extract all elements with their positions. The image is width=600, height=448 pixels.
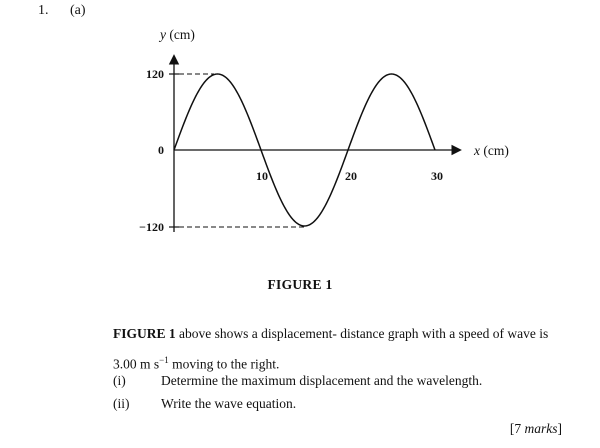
para-lead-bold: FIGURE 1 xyxy=(113,326,176,341)
y-tick-minus-120: −120 xyxy=(139,220,164,234)
para-line2-b: moving to the right. xyxy=(168,356,280,372)
item-1-text: Determine the maximum displacement and the wavelength. xyxy=(161,373,483,388)
question-number: 1. xyxy=(38,3,49,18)
x-axis-label xyxy=(473,143,509,158)
y-axis-label-var: y xyxy=(160,27,166,42)
y-axis-label xyxy=(158,27,195,42)
item-2-text: Write the wave equation. xyxy=(161,396,297,411)
item-2-number: (ii) xyxy=(113,396,130,411)
y-tick-0: 0 xyxy=(158,143,164,157)
x-axis-label-var: x xyxy=(474,143,480,158)
y-axis-label-unit: (cm) xyxy=(166,27,195,42)
para-line1-rest: above shows a displacement- distance graph with a speed of wave is xyxy=(175,326,549,341)
marks-open: [7 xyxy=(509,421,525,436)
item-1-number: (i) xyxy=(113,373,126,388)
question-part: (a) xyxy=(70,3,86,18)
marks-close: ] xyxy=(557,421,562,436)
marks-label xyxy=(510,421,562,437)
x-tick-10: 10 xyxy=(256,169,268,183)
marks-word: marks xyxy=(524,421,558,436)
x-tick-20: 20 xyxy=(345,169,357,183)
para-line2-a: 3.00 m s xyxy=(113,356,160,372)
para-line2-sup: −1 xyxy=(159,355,169,365)
question-paragraph xyxy=(113,320,573,378)
x-axis-label-unit: (cm) xyxy=(480,143,509,158)
figure-caption: FIGURE 1 xyxy=(267,277,333,292)
x-tick-30: 30 xyxy=(431,169,443,183)
y-tick-120: 120 xyxy=(146,67,164,81)
